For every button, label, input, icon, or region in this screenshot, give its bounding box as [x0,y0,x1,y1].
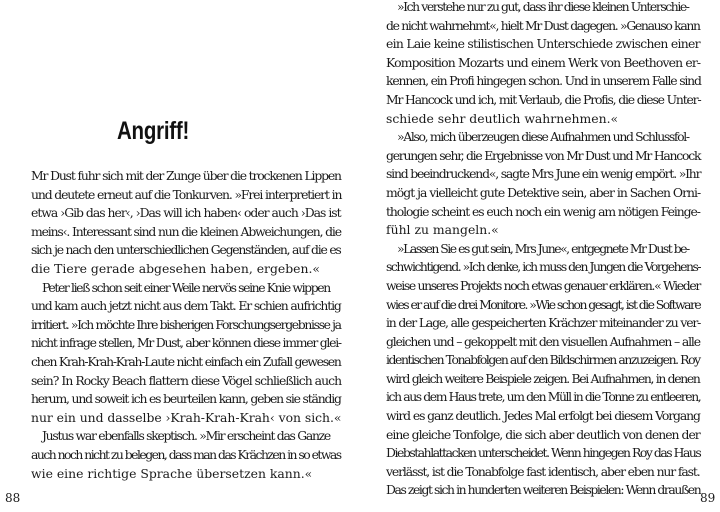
text-line: kennen, ein Profi hingegen schon. Und in unserem Falle sind [386,73,701,89]
text-line: etwa ›Gib das her‹, ›Das will ich haben‹ oder auch ›Das ist [31,205,341,221]
text-line: weise unseres Projekts noch etwas genauer erklären.« Wieder [386,277,700,293]
text-line: »Ich verstehe nur zu gut, dass ihr diese kleinen Unterschie- [397,0,689,14]
text-line: Diebstahlattacken unterscheidet. Wenn hingegen Roy das Haus [386,445,701,461]
text-line: ein Laie keine stilistischen Unterschiede zwischen einer [386,36,700,52]
text-line: schiede sehr deutlich wahrnehmen.« [386,110,619,126]
text-line: sein? In Rocky Beach flattern diese Vögel schließlich auch [31,372,342,388]
text-line: chen Krah-Krah-Krah-Laute nicht einfach ein Zufall gewesen [31,353,341,369]
text-line: schwichtigend. »Ich denke, ich muss den Jungen die Vorgehens- [386,259,701,275]
text-line: die Tiere gerade abgesehen haben, ergeben.« [31,260,320,276]
text-line: und deutete erneut auf die Tonkurven. »Frei interpretiert in [31,186,342,202]
page-number-right: 89 [700,491,716,505]
text-line: sich je nach den unterschiedlichen Gegenständen, auf die es [31,242,341,258]
text-line: auch noch nicht zu belegen, dass man das Krächzen in so etwas [31,446,341,462]
text-line: Mr Dust fuhr sich mit der Zunge über die trockenen Lippen [31,168,341,183]
text-line: fühl zu mangeln.« [386,222,499,238]
text-line: thologie scheint es euch noch ein wenig am nötigen Feinge- [386,203,700,219]
text-line: meins‹. Interessant sind nun die kleinen Abweichungen, die [31,223,341,239]
text-line: gerungen sehr, die Ergebnisse von Mr Dust und Mr Hancock [386,147,701,163]
text-line: verlässt, ist die Tonabfolge fast identisch, aber eben nur fast. [386,463,700,479]
left-page-text [31,167,341,483]
text-line: sind beeindruckend«, sagte Mrs June ein wenig empört. »Ihr [386,166,701,182]
text-line: ich aus dem Haus trete, um den Müll in die Tonne zu entleeren, [386,389,701,405]
text-line: de nicht wahrnehmt«, hielt Mr Dust dagegen. »Genauso kann [386,17,700,33]
right-page-text [386,0,700,500]
text-line: wird gleich weitere Beispiele zeigen. Bei Aufnahmen, in denen [386,370,700,386]
text-line: Das zeigt sich in hunderten weiteren Beispielen: Wenn draußen [386,482,701,498]
text-line: Justus war ebenfalls skeptisch. »Mir erscheint das Ganze [42,428,330,444]
text-line: eine gleiche Tonfolge, die sich aber deutlich von denen der [386,426,700,442]
text-line: irritiert. »Ich möchte Ihre bisherigen Forschungsergebnisse ja [31,316,341,332]
text-line: nur ein und dasselbe ›Krah-Krah-Krah‹ von sich.« [31,409,342,425]
text-line: und kam auch jetzt nicht aus dem Takt. Er schien aufrichtig [31,298,341,314]
text-line: in der Lage, alle gespeicherten Krächzer miteinander zu ver- [386,315,701,331]
text-line: »Lassen Sie es gut sein, Mrs June«, entgegnete Mr Dust be- [397,240,689,256]
text-line: Mr Hancock und ich, mit Verlaub, die Profis, die diese Unter- [386,91,701,107]
text-line: gleichen und – gekoppelt mit den visuellen Aufnahmen – alle [386,333,700,349]
text-line: wird es ganz deutlich. Jedes Mal erfolgt bei diesem Vorgang [386,408,700,424]
text-line: herum, und soweit ich es beurteilen kann, geben sie ständig [31,391,341,407]
text-line: mögt ja vielleicht gute Detektive sein, aber in Sachen Orni- [386,184,701,200]
text-line: »Also, mich überzeugen diese Aufnahmen und Schlussfol- [397,129,689,145]
text-line: identischen Tonabfolgen auf den Bildschirmen anzuzeigen. Roy [386,352,700,368]
chapter-title: Angriff! [117,117,190,145]
text-line: wie eine richtige Sprache übersetzen kann.« [31,465,313,481]
page-number-left: 88 [5,491,21,505]
text-line: nicht infrage stellen, Mr Dust, aber können diese immer glei- [31,335,341,351]
text-line: Komposition Mozarts und einem Werk von Beethoven er- [386,54,701,70]
text-line: wies er auf die drei Monitore. »Wie schon gesagt, ist die Software [386,296,701,312]
text-line: Peter ließ schon seit einer Weile nervös seine Knie wippen [42,279,330,295]
